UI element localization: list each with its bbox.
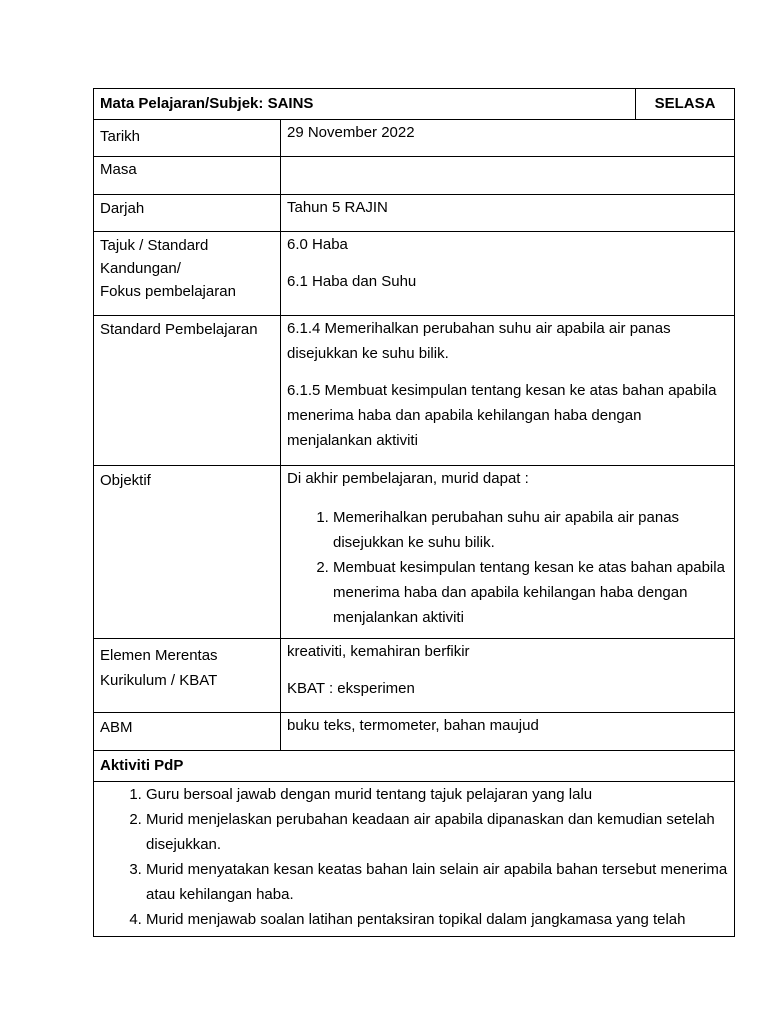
tajuk-value-line: 6.0 Haba <box>287 236 348 253</box>
objektif-intro: Di akhir pembelajaran, murid dapat : <box>287 470 529 487</box>
tarikh-row <box>94 120 735 157</box>
aktiviti-heading-row <box>94 751 735 782</box>
list-item: 2. Murid menjelaskan perubahan keadaan air apabila dipanaskan dan kemudian setelah disejukkan. <box>146 807 728 857</box>
standard-value <box>281 316 735 466</box>
aktiviti-heading: Aktiviti PdP <box>94 751 735 782</box>
masa-row <box>94 157 735 195</box>
tarikh-label: Tarikh <box>94 120 281 157</box>
list-item: 1. Guru bersoal jawab dengan murid tentang tajuk pelajaran yang lalu <box>146 782 728 807</box>
standard-paragraph: 6.1.5 Membuat kesimpulan tentang kesan ke atas bahan apabila menerima haba dan apabila kehilangan haba dengan menjalankan aktiviti <box>287 382 717 449</box>
subject-cell: Mata Pelajaran/Subjek: SAINS <box>94 89 636 120</box>
masa-label: Masa <box>94 157 281 195</box>
standard-row <box>94 316 735 466</box>
day-cell: SELASA <box>636 89 735 120</box>
objektif-value <box>281 466 735 639</box>
elemen-row <box>94 639 735 713</box>
tajuk-label-line: Kandungan/ <box>100 260 181 277</box>
darjah-label: Darjah <box>94 195 281 232</box>
elemen-label-line: Kurikulum / KBAT <box>100 672 218 689</box>
list-item: 4. Murid menjawab soalan latihan pentaksiran topikal dalam jangkamasa yang telah <box>146 907 728 932</box>
tajuk-label-line: Tajuk / Standard <box>100 237 209 254</box>
standard-label: Standard Pembelajaran <box>94 316 281 466</box>
aktiviti-list-row <box>94 782 735 937</box>
header-row <box>94 89 735 120</box>
aktiviti-cell <box>94 782 735 937</box>
elemen-label-line: Elemen Merentas <box>100 647 218 664</box>
elemen-value-line: KBAT : eksperimen <box>287 680 415 697</box>
tarikh-value: 29 November 2022 <box>281 120 735 157</box>
abm-row <box>94 713 735 751</box>
elemen-value <box>281 639 735 713</box>
tajuk-value-line: 6.1 Haba dan Suhu <box>287 273 417 290</box>
abm-value: buku teks, termometer, bahan maujud <box>281 713 735 751</box>
list-item: 3. Murid menyatakan kesan keatas bahan lain selain air apabila bahan tersebut menerima atau kehilangan haba. <box>146 857 728 907</box>
abm-label: ABM <box>94 713 281 751</box>
darjah-row <box>94 195 735 232</box>
standard-paragraph: 6.1.4 Memerihalkan perubahan suhu air apabila air panas disejukkan ke suhu bilik. <box>287 320 671 362</box>
aktiviti-list <box>100 782 728 932</box>
elemen-value-line: kreativiti, kemahiran berfikir <box>287 643 470 660</box>
list-item: 2. Membuat kesimpulan tentang kesan ke atas bahan apabila menerima haba dan apabila kehilangan haba dengan menjalankan aktiviti <box>333 555 728 630</box>
lesson-plan-table <box>93 88 735 937</box>
elemen-label <box>94 639 281 713</box>
tajuk-row <box>94 232 735 316</box>
tajuk-label-line: Fokus pembelajaran <box>100 283 236 300</box>
masa-value <box>281 157 735 195</box>
objektif-row <box>94 466 735 639</box>
list-item: 1. Memerihalkan perubahan suhu air apabila air panas disejukkan ke suhu bilik. <box>333 505 728 555</box>
darjah-value: Tahun 5 RAJIN <box>281 195 735 232</box>
objektif-list <box>287 505 728 630</box>
tajuk-value <box>281 232 735 316</box>
objektif-label: Objektif <box>94 466 281 639</box>
tajuk-label <box>94 232 281 316</box>
